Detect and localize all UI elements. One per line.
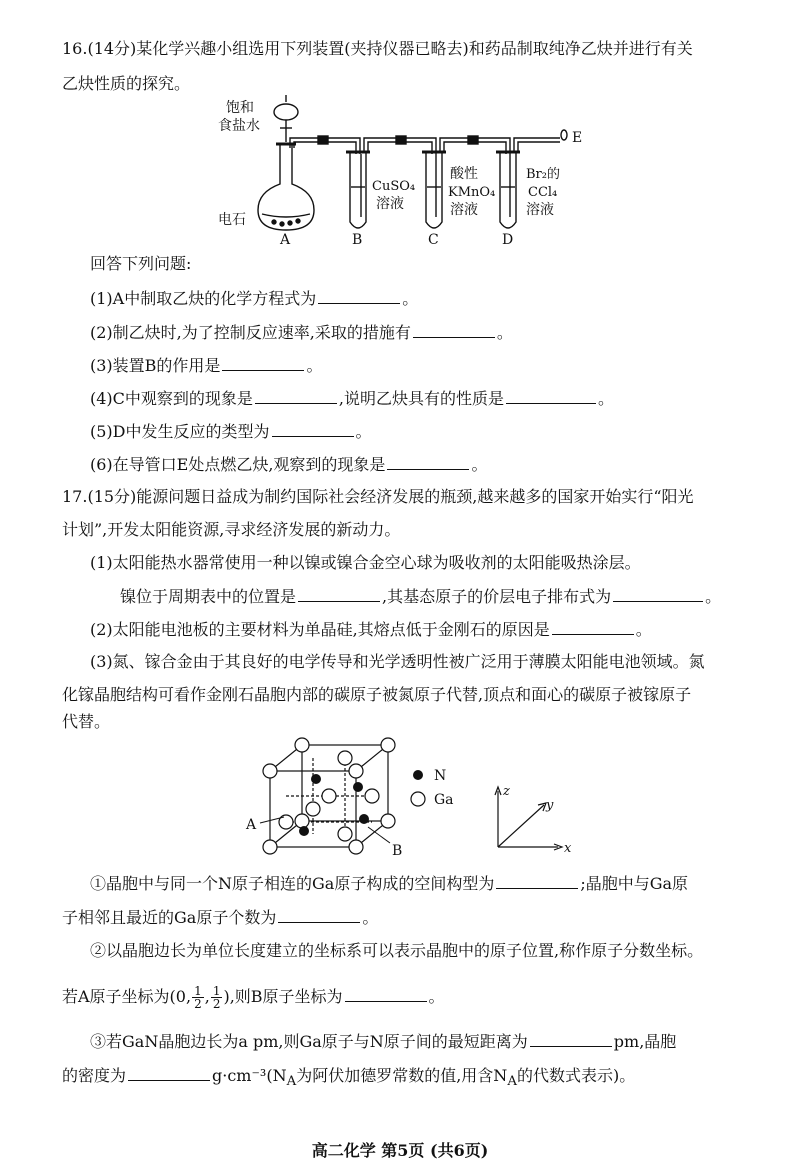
- q17-c2-l2: [62, 982, 445, 1012]
- b-reagent-2: 溶液: [376, 196, 404, 212]
- legend-ga-label: Ga: [434, 792, 454, 808]
- answer-blank[interactable]: [552, 618, 634, 635]
- label-e: E: [572, 130, 583, 146]
- legend-ga-marker: [411, 792, 425, 806]
- q17-c2-l2-a: 若A原子坐标为(0,: [62, 987, 192, 1006]
- answer-blank[interactable]: [613, 585, 703, 602]
- crystal-label-b: B: [392, 843, 403, 859]
- answer-blank[interactable]: [255, 387, 337, 404]
- q17-p1: (1)太阳能热水器常使用一种以镍或镍合金空心球为吸收剂的太阳能吸热涂层。: [90, 553, 641, 572]
- test-tube-c: [426, 152, 442, 228]
- q17-c3: [90, 1030, 676, 1053]
- subscript-a: A: [286, 1074, 297, 1090]
- q17-c1-l2: [62, 906, 378, 929]
- fraction-half: [192, 985, 204, 1010]
- q16-s3: [90, 354, 322, 377]
- q16-s4a-text: (4)C中观察到的现象是: [90, 389, 253, 408]
- q17-c3-l2-a: 的密度为: [62, 1066, 127, 1085]
- label-a: A: [280, 232, 291, 247]
- q17-c1-end: 。: [362, 908, 379, 927]
- q17-c3-b: pm,晶胞: [613, 1032, 677, 1051]
- answer-blank[interactable]: [496, 872, 578, 889]
- q17-p2: [90, 618, 652, 641]
- frac-num: 1: [194, 984, 202, 998]
- c-reagent-2: KMnO₄: [448, 185, 496, 200]
- q17-c1-b: ;晶胞中与Ga原: [580, 874, 689, 893]
- label-c: C: [428, 232, 439, 247]
- q17-title-line1: 17.(15分)能源问题日益成为制约国际社会经济发展的瓶颈,越来越多的国家开始实行“阳光: [62, 487, 694, 506]
- q16-s3-end: 。: [306, 356, 323, 375]
- q17-p3-l3: 代替。: [62, 712, 111, 731]
- q16-s5-end: 。: [355, 422, 372, 441]
- frac-den: 2: [194, 997, 202, 1011]
- answer-blank[interactable]: [298, 585, 380, 602]
- separatory-funnel: [274, 104, 298, 120]
- q16-s1-end: 。: [402, 289, 419, 308]
- frac-num: 1: [212, 984, 221, 998]
- axis-y-label: y: [546, 798, 554, 813]
- q17-c3-l2-d: 的代数式表示)。: [516, 1066, 636, 1085]
- q16-s5: [90, 420, 372, 443]
- q16-s4b-text: ,说明乙炔具有的性质是: [338, 389, 505, 408]
- q16-s2-text: (2)制乙炔时,为了控制反应速率,采取的措施有: [90, 323, 411, 342]
- q17-c3-l2-c: 为阿伏加德罗常数的值,用含N: [296, 1066, 508, 1085]
- q17-p1b-a: 镍位于周期表中的位置是: [120, 587, 297, 606]
- subscript-a: A: [507, 1074, 517, 1090]
- answer-blank[interactable]: [278, 906, 360, 923]
- q16-s3-text: (3)装置B的作用是: [90, 356, 221, 375]
- fraction-half: [211, 985, 223, 1010]
- legend-n-marker: [413, 770, 423, 780]
- answer-blank[interactable]: [128, 1064, 210, 1081]
- answer-blank[interactable]: [222, 354, 304, 371]
- label-d: D: [502, 232, 514, 247]
- q17-c2-end: 。: [428, 987, 445, 1006]
- crystal-label-a: A: [246, 817, 257, 833]
- q17-p1b-b: ,其基态原子的价层电子排布式为: [382, 587, 612, 606]
- d-reagent-1: Br₂的: [526, 167, 560, 182]
- q16-s6: [90, 453, 487, 476]
- q16-s2-end: 。: [496, 323, 513, 342]
- b-reagent-1: CuSO₄: [372, 179, 416, 194]
- label-brine-2: 食盐水: [218, 118, 260, 134]
- apparatus-diagram: [200, 92, 600, 247]
- q17-c1-l2-text: 子相邻且最近的Ga原子个数为: [62, 908, 277, 927]
- answer-blank[interactable]: [413, 321, 495, 338]
- q16-title-line1: 16.(14分)某化学兴趣小组选用下列装置(夹持仪器已略去)和药品制取纯净乙炔并进行有关: [62, 39, 693, 58]
- q17-p2-end: 。: [635, 620, 652, 639]
- answer-blank[interactable]: [530, 1030, 612, 1047]
- answer-blank[interactable]: [272, 420, 354, 437]
- answer-blank[interactable]: [506, 387, 596, 404]
- label-b: B: [352, 232, 363, 247]
- q16-s1-text: (1)A中制取乙炔的化学方程式为: [90, 289, 317, 308]
- d-reagent-2: CCl₄: [528, 185, 558, 200]
- q17-c3-a: ③若GaN晶胞边长为a pm,则Ga原子与N原子间的最短距离为: [90, 1032, 528, 1051]
- legend-n-label: N: [434, 768, 447, 784]
- q17-c1-a: ①晶胞中与同一个N原子相连的Ga原子构成的空间构型为: [90, 874, 495, 893]
- q16-s1: [90, 287, 418, 310]
- q17-p1b-end: 。: [705, 587, 722, 606]
- q17-p1b: [120, 585, 721, 608]
- crystal-cell-diagram: [240, 735, 580, 860]
- q17-c3-l2-b: g·cm⁻³(N: [212, 1066, 287, 1085]
- q16-s5-text: (5)D中发生反应的类型为: [90, 422, 270, 441]
- answer-blank[interactable]: [318, 287, 400, 304]
- d-reagent-3: 溶液: [526, 202, 554, 218]
- q17-p3-l1: (3)氮、镓合金由于其良好的电学传导和光学透明性被广泛用于薄膜太阳能电池领域。氮: [90, 652, 705, 671]
- label-carbide: 电石: [218, 212, 246, 228]
- q17-c2-l1: ②以晶胞边长为单位长度建立的坐标系可以表示晶胞中的原子位置,称作原子分数坐标。: [90, 941, 704, 960]
- q16-answer-prompt: 回答下列问题:: [90, 254, 192, 273]
- q16-title-line2: 乙炔性质的探究。: [62, 74, 191, 93]
- q16-s2: [90, 321, 513, 344]
- axis-z-label: z: [503, 784, 510, 799]
- q17-c1: [90, 872, 688, 895]
- q17-c2-comma: ,: [204, 987, 210, 1006]
- frac-den: 2: [212, 997, 221, 1011]
- q17-c2-l2-b: ),则B原子坐标为: [223, 987, 343, 1006]
- page-footer: 高二化学 第5页 (共6页): [311, 1141, 489, 1160]
- q17-c3-l2: [62, 1064, 635, 1093]
- test-tube-b: [350, 152, 366, 228]
- c-reagent-1: 酸性: [450, 166, 478, 182]
- q17-p3-l2: 化镓晶胞结构可看作金刚石晶胞内部的碳原子被氮原子代替,顶点和面心的碳原子被镓原子: [62, 685, 692, 704]
- q17-p2-text: (2)太阳能电池板的主要材料为单晶硅,其熔点低于金刚石的原因是: [90, 620, 550, 639]
- answer-blank[interactable]: [387, 453, 469, 470]
- label-brine-1: 饱和: [226, 100, 254, 116]
- answer-blank[interactable]: [345, 985, 427, 1002]
- axis-x-label: x: [564, 841, 572, 856]
- c-reagent-3: 溶液: [450, 202, 478, 218]
- q16-s4-end: 。: [598, 389, 615, 408]
- test-tube-d: [500, 152, 516, 228]
- q17-title-line2: 计划”,开发太阳能资源,寻求经济发展的新动力。: [62, 520, 401, 539]
- q16-s4: [90, 387, 614, 410]
- q16-s6-end: 。: [471, 455, 488, 474]
- q16-s6-text: (6)在导管口E处点燃乙炔,观察到的现象是: [90, 455, 386, 474]
